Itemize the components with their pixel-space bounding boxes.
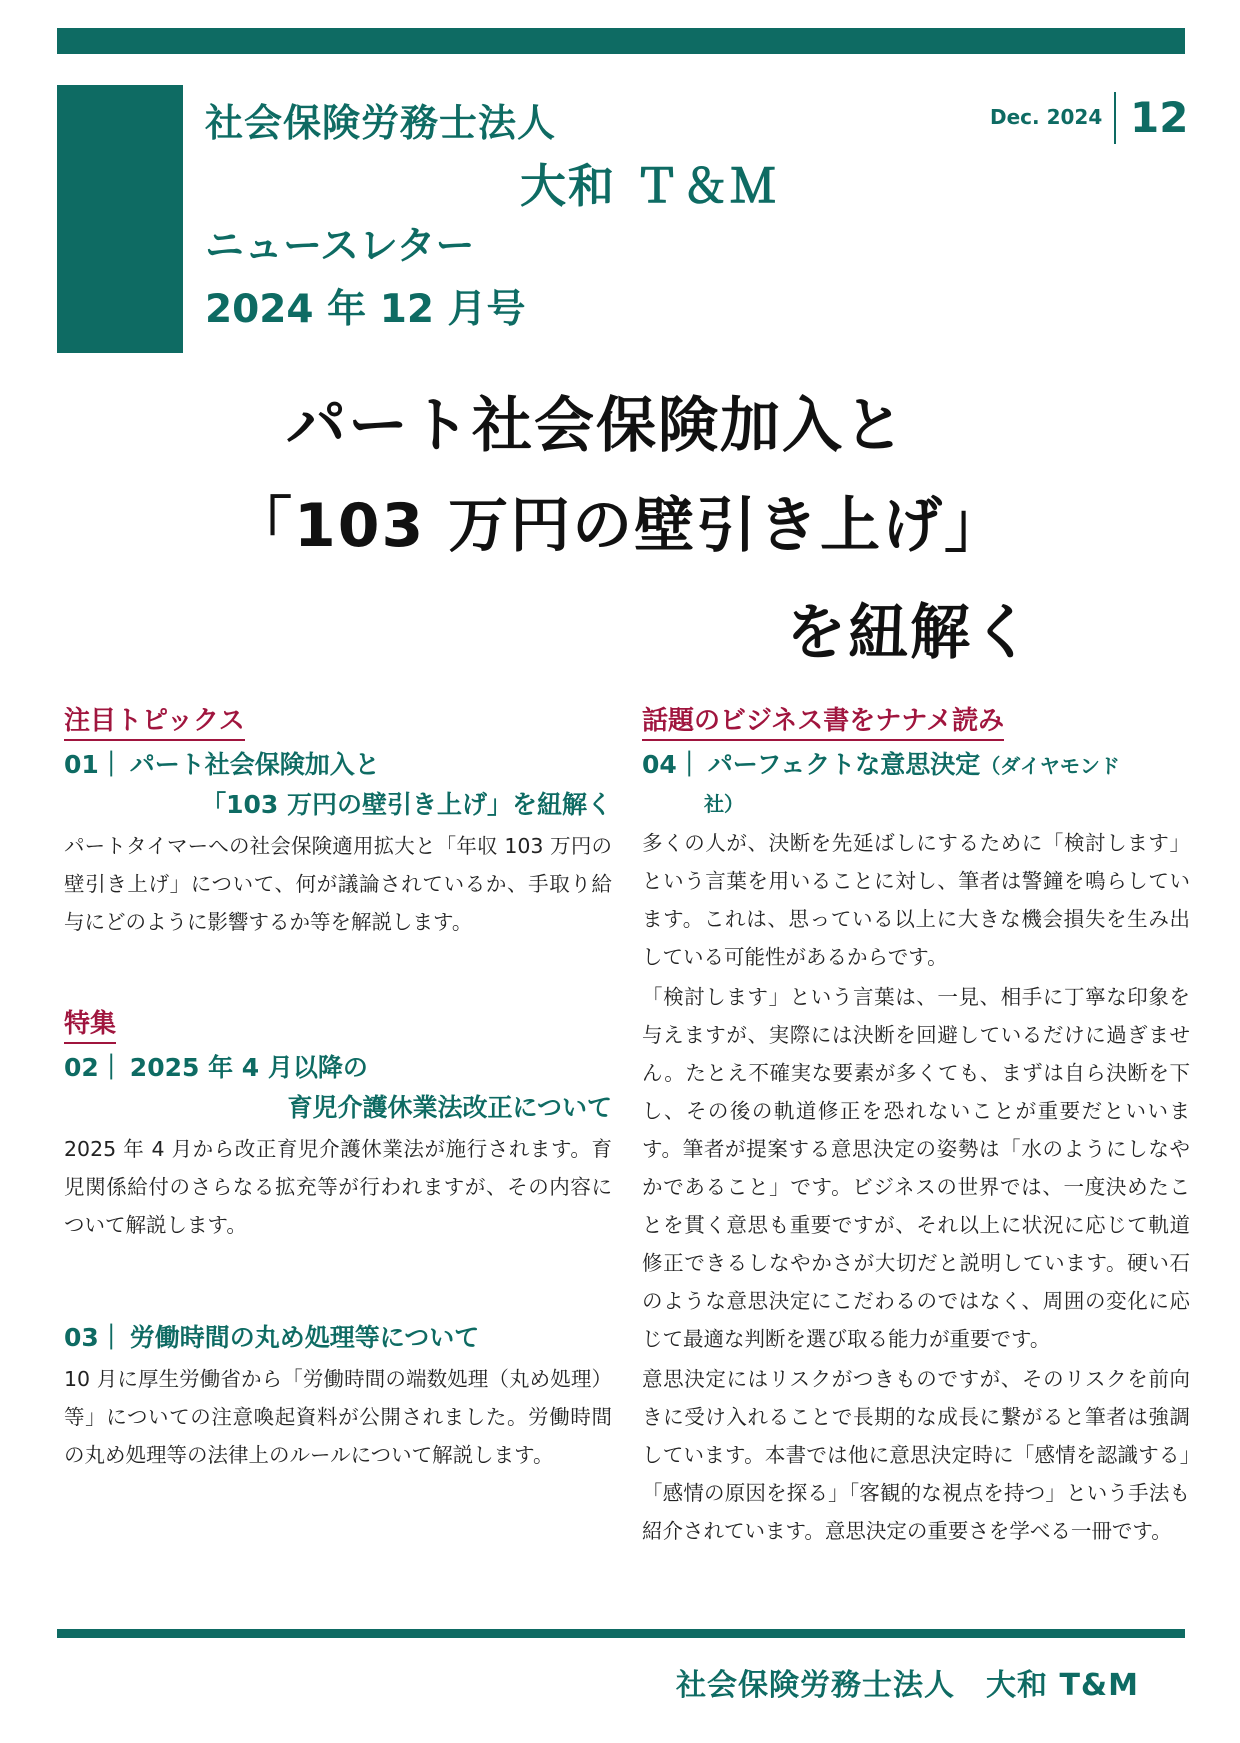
newsletter-issue: 2024 年 12 月号 [205,287,526,332]
item-2-body: 2025 年 4 月から改正育児介護休業法が施行されます。育児関係給付のさらなる拡充等が行われますが、その内容について解説します。 [64,1137,612,1237]
item-3-title [64,1318,612,1358]
item-1-title-line-1: パート社会保険加入と [129,750,380,779]
issue-date: Dec. 2024 [990,105,1103,129]
item-4-title-text: パーフェクトな意思決定 [707,750,981,779]
left-column [64,700,612,1474]
item-4-number: 04｜ [642,750,702,779]
top-bar [57,28,1185,54]
item-3-body: 10 月に厚生労働省から「労働時間の端数処理（丸め処理）等」についての注意喚起資料が公開されました。労働時間の丸め処理等の法律上のルールについて解説します。 [64,1367,612,1467]
item-4-title [642,745,1190,822]
item-4-publisher: （ダイヤモンド [980,754,1120,778]
header-divider [1114,92,1116,144]
item-1-number: 01｜ [64,750,124,779]
item-4-paragraph-1: 多くの人が、決断を先延ばしにするために「検討します」という言葉を用いることに対し、筆者は警鐘を鳴らしています。これは、思っている以上に大きな機会損失を生み出している可能性があるからです。 [642,831,1190,969]
item-2-title-line-1: 2025 年 4 月以降の [129,1053,368,1082]
headline-line-2: 「103 万円の壁引き上げ」 [232,491,1007,561]
item-4-paragraph-3: 意思決定にはリスクがつきものですが、そのリスクを前向きに受け入れることで長期的な成長に繋がると筆者は強調しています。本書では他に意思決定時に「感情を認識する」「感情の原因を探る」「客観的な視点を持つ」という手法も紹介されています。意思決定の重要さを学べる一冊です。 [642,1367,1190,1543]
feature-heading: 特集 [64,1003,116,1044]
footer-org: 社会保険労務士法人 大和 T&M [676,1668,1139,1703]
books-heading: 話題のビジネス書をナナメ読み [642,700,1004,741]
item-1-title-line-2: 「103 万円の壁引き上げ」を紐解く [201,790,612,819]
newsletter-label: ニュースレター [205,224,475,269]
item-2-title-line-2: 育児介護休業法改正について [287,1093,612,1122]
org-name: 社会保険労務士法人 [205,101,557,145]
right-column [642,700,1190,1550]
item-2-title [64,1048,612,1128]
bottom-bar [57,1629,1185,1638]
headline-line-1: パート社会保険加入と [286,391,906,461]
brand-name: 大和 Ｔ＆Ｍ [520,159,779,213]
header-color-block [57,85,183,353]
topics-heading: 注目トピックス [64,700,245,741]
item-3-title-text: 労働時間の丸め処理等について [129,1323,480,1352]
headline-line-3: を紐解く [786,598,1034,668]
item-2-number: 02｜ [64,1053,124,1082]
item-1-body: パートタイマーへの社会保険適用拡大と「年収 103 万円の壁引き上げ」について、何が議論されているか、手取り給与にどのように影響するか等を解説します。 [64,834,612,934]
item-4-paragraph-2: 「検討します」という言葉は、一見、相手に丁寧な印象を与えますが、実際には決断を回避しているだけに過ぎません。たとえ不確実な要素が多くても、まずは自ら決断を下し、その後の軌道修正を恐れないことが重要だといいます。筆者が提案する意思決定の姿勢は「水のようにしなやかであること」です。ビジネスの世界では、一度決めたことを貫く意思も重要ですが、それ以上に状況に応じて軌道修正できるしなやかさが大切だと説明しています。硬い石のような意思決定にこだわるのではなく、周囲の変化に応じて最適な判断を選び取る能力が重要です。 [642,985,1190,1351]
item-1-title [64,745,612,825]
item-4-publisher-cont: 社） [704,792,744,816]
item-3-number: 03｜ [64,1323,124,1352]
issue-number: 12 [1130,93,1189,142]
